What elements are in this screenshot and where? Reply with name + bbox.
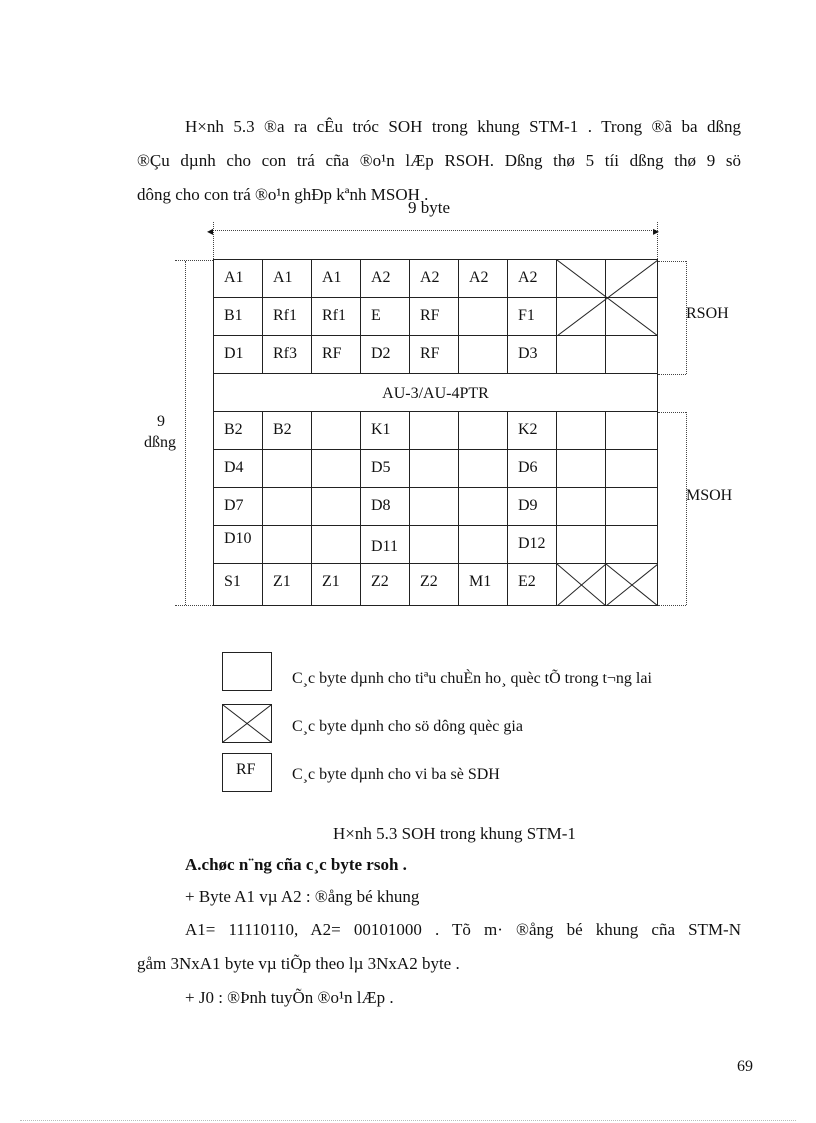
grid-cell: Z2 <box>361 564 410 606</box>
arrow-right-icon: ▸ <box>653 224 660 238</box>
grid-cell <box>606 412 658 450</box>
bullet-j0: + J0 : ®Þnh tuyÕn ®o¹n lÆp . <box>185 988 394 1007</box>
grid-cell: B1 <box>214 298 263 336</box>
width-dimension-line <box>213 230 658 231</box>
intro-line-2: ®Çu dµnh cho con trá cña ®o¹n lÆp RSOH. Dßng thø 5 tíi dßng thø 9 sö <box>137 151 741 170</box>
grid-cell: E <box>361 298 410 336</box>
height-label-number: 9 <box>157 413 165 430</box>
figure-width-label: 9 byte <box>408 198 451 217</box>
intro-line-3: dông cho con trá ®o¹n ghÐp kªnh MSOH . <box>137 185 429 204</box>
height-dimension-line <box>185 261 186 605</box>
width-tick-left <box>213 222 214 259</box>
grid-cell: D4 <box>214 450 263 488</box>
grid-cell <box>410 526 459 564</box>
height-tick-bottom <box>175 605 213 606</box>
grid-cell <box>606 336 658 374</box>
grid-cell <box>263 488 312 526</box>
grid-cell: A2 <box>508 260 557 298</box>
grid-cell <box>557 526 606 564</box>
grid-cell <box>459 336 508 374</box>
rsoh-bracket-top <box>658 261 686 262</box>
soh-frame-grid <box>213 259 658 606</box>
grid-cell <box>606 488 658 526</box>
grid-cell <box>410 488 459 526</box>
legend-item-future: C¸c byte dµnh cho tiªu chuÈn ho¸ quèc tÕ trong t¬ng lai <box>292 670 652 687</box>
grid-cell <box>557 488 606 526</box>
grid-cell <box>263 526 312 564</box>
msoh-label: MSOH <box>686 487 733 504</box>
grid-cell <box>312 412 361 450</box>
grid-cell: D12 <box>508 526 557 564</box>
grid-cell: D1 <box>214 336 263 374</box>
height-label-rows: dßng <box>144 434 176 451</box>
grid-cell: A1 <box>312 260 361 298</box>
grid-cell: B2 <box>214 412 263 450</box>
grid-cell: A2 <box>361 260 410 298</box>
grid-cell: Rf1 <box>263 298 312 336</box>
grid-cell <box>557 412 606 450</box>
para-frame-sync-line-2: gåm 3NxA1 byte vµ tiÕp theo lµ 3NxA2 byte . <box>137 954 460 973</box>
grid-cell: K1 <box>361 412 410 450</box>
grid-cell: S1 <box>214 564 263 606</box>
legend-cross-box <box>222 704 272 743</box>
grid-cell: F1 <box>508 298 557 336</box>
grid-cell <box>557 450 606 488</box>
grid-cell: A2 <box>459 260 508 298</box>
grid-cell <box>312 450 361 488</box>
national-use-cross-icon <box>557 564 606 606</box>
grid-cell: M1 <box>459 564 508 606</box>
rsoh-label: RSOH <box>686 305 729 322</box>
legend-empty-box <box>222 652 272 691</box>
intro-line-1: H×nh 5.3 ®a ra cÊu tróc SOH trong khung STM-1 . Trong ®ã ba dßng <box>185 117 741 136</box>
msoh-bracket-bottom <box>658 605 686 606</box>
grid-cell <box>459 526 508 564</box>
grid-cell: Rf3 <box>263 336 312 374</box>
height-tick-top <box>175 260 213 261</box>
grid-cell: A2 <box>410 260 459 298</box>
grid-cell: D11 <box>361 526 410 564</box>
grid-cell: D8 <box>361 488 410 526</box>
bullet-a1-a2: + Byte A1 vµ A2 : ®ång bé khung <box>185 887 420 906</box>
grid-cell <box>459 298 508 336</box>
grid-cell <box>263 450 312 488</box>
rsoh-bracket-bottom <box>658 374 686 375</box>
grid-cell: Z1 <box>263 564 312 606</box>
national-use-cross-icon <box>223 705 271 742</box>
national-use-cross-icon <box>606 564 658 606</box>
grid-cell: D6 <box>508 450 557 488</box>
grid-cell <box>312 488 361 526</box>
grid-cell <box>410 412 459 450</box>
msoh-bracket-top <box>658 412 686 413</box>
grid-cell: D2 <box>361 336 410 374</box>
au-pointer-row: AU-3/AU-4PTR <box>214 374 658 412</box>
grid-cell: RF <box>410 336 459 374</box>
grid-cell <box>459 412 508 450</box>
grid-cell <box>459 488 508 526</box>
grid-cell <box>606 526 658 564</box>
grid-cell: RF <box>410 298 459 336</box>
grid-cell: D7 <box>214 488 263 526</box>
page-number: 69 <box>737 1058 753 1075</box>
grid-cell: Rf1 <box>312 298 361 336</box>
grid-cell: D3 <box>508 336 557 374</box>
figure-caption: H×nh 5.3 SOH trong khung STM-1 <box>333 824 576 843</box>
grid-cell: D9 <box>508 488 557 526</box>
msoh-bracket-side <box>686 412 687 605</box>
page-bottom-edge <box>20 1120 796 1121</box>
grid-cell: Z1 <box>312 564 361 606</box>
legend-rf-box: RF <box>222 753 272 792</box>
grid-cell: E2 <box>508 564 557 606</box>
grid-cell <box>557 336 606 374</box>
grid-cell: Z2 <box>410 564 459 606</box>
width-tick-right <box>657 222 658 259</box>
national-use-cross-icon <box>557 260 658 336</box>
grid-cell: K2 <box>508 412 557 450</box>
grid-cell: D10 <box>214 526 263 564</box>
grid-cell: A1 <box>214 260 263 298</box>
grid-cell: B2 <box>263 412 312 450</box>
para-frame-sync-line-1: A1= 11110110, A2= 00101000 . Tõ m· ®ång bé khung cña STM-N <box>185 920 741 939</box>
grid-cell: D5 <box>361 450 410 488</box>
section-title: A.chøc n¨ng cña c¸c byte rsoh . <box>185 855 407 874</box>
legend-item-microwave: C¸c byte dµnh cho vi ba sè SDH <box>292 766 500 783</box>
grid-cell <box>410 450 459 488</box>
arrow-left-icon: ◂ <box>207 224 214 238</box>
legend-item-national: C¸c byte dµnh cho sö dông quèc gia <box>292 718 523 735</box>
grid-cell <box>312 526 361 564</box>
grid-cell: RF <box>312 336 361 374</box>
grid-cell <box>459 450 508 488</box>
grid-cell: A1 <box>263 260 312 298</box>
grid-cell <box>606 450 658 488</box>
